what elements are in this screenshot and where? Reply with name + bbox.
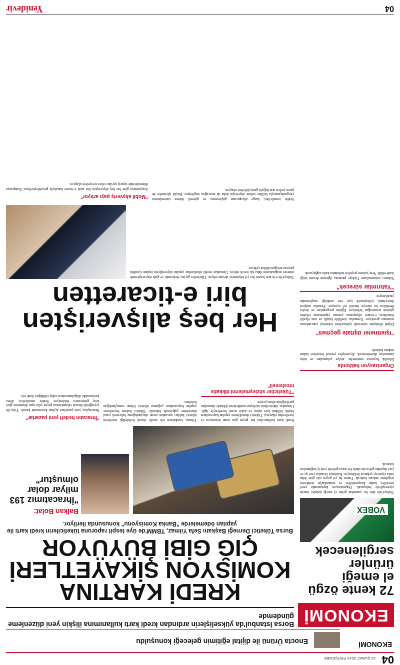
main-story	[6, 330, 294, 627]
left-lower-column	[300, 15, 394, 335]
credit-card-photo	[133, 426, 294, 514]
main-col-3-text: İhracatçılar, yeni pazarlara açılma konusunda kararlı. Yılın ilk çeyreğinde ihracat rakamlarının geçen yılın aynı dönemine göre artış göstermesi bekleniyor. Sektör temsilcileri, döviz kurlarındaki dalgalanmaların takip edildiğini ifade etti.	[6, 394, 100, 412]
lower-callout: "Mobil alışveriş payı artıyor"	[80, 193, 148, 199]
main-col-1-text: Kredi kartı kullanıcıları her geçen gün artan komisyon ve ücretlerden şikayetçi. Tüketici derneklerine yapılan başvuruların büyük bölümü kart aidatı ve nakit avans ücretleriyle ilgili. Uzmanlar, tüketicilerin sözleşme maddelerini dikkatle okumaları gerektiğinin altını çiziyor.	[200, 399, 294, 422]
lower-col-a	[152, 51, 294, 201]
lower-col-2-text: Sektör temsilcileri, kargo altyapısının güçlenmesi ve güvenli ödeme sistemlerinin yaygınlaşmasıyla birlikte online alışverişin daha da artacağını öngörüyor. Küçük işletmeler de pazar yerleri aracılığıyla geniş kitlelere ulaşıyor.	[152, 187, 294, 201]
quote-box	[6, 426, 78, 514]
section-banner	[298, 603, 394, 627]
interview-box	[6, 426, 129, 514]
page-number: 04	[381, 653, 394, 665]
quote-name: Balkan Bolat:	[33, 507, 79, 514]
left-sub-head: Organizasyon hakkında	[337, 362, 394, 368]
promo-strip[interactable]	[6, 629, 340, 650]
main-col-3	[6, 330, 99, 422]
divider	[300, 291, 394, 292]
issue-date: 15 ŞUBAT 2019 PERŞEMBE	[323, 656, 376, 662]
page-footer	[6, 4, 394, 15]
lower-columns	[6, 51, 294, 201]
main-headline[interactable]: KREDİ KARTINA KOMİSYON ŞİKAYETLERİ ÇIĞ GİBİ BÜYÜYOR	[9, 535, 291, 605]
promo-thumbnail	[314, 632, 340, 648]
lower-col-b	[6, 51, 148, 201]
left-lower-head-2: "Yatırımlar sürecek"	[336, 282, 394, 289]
fair-logo: VOBEX	[354, 504, 388, 515]
lower-photo-row	[6, 205, 294, 279]
left-lower-body-2: Yabancı yatırımcıların Türkiye pazarına ilgisinin devam ettiği ifade edildi. Yeni yatırım projeleri istihdama katkı sağlayacak.	[300, 271, 394, 280]
top-strip	[0, 653, 400, 665]
left-sub-body: Etkinlik boyunca seminerler, atölye çalışmaları ve ürün tanıtımları düzenlenecek. Ziyaretçiler yöresel lezzetleri tadma imkanı bulacak.	[300, 347, 394, 361]
callout-1: "Tüketiciler sözleşmelerini dikkatle incelemeli"	[210, 382, 294, 395]
portrait-photo	[81, 454, 129, 514]
left-body: Türkiye'nin dört bir yanından gelen el emeği ürünler fuarda ziyaretçilerle buluşacak. Organizasyon kapsamında yerel üreticiler, kadın kooperatifleri ve zanaatkarlar ürünlerini sergileme imkanı bulacak. Fuarın bu yıl geçen yıla göre daha fazla ziyaretçi çekmesi bekleniyor. Katılımcı firmalar yurt içi ve yurt dışından gelen alıcılarla bir araya gelerek yeni iş bağlantıları kuracak.	[300, 462, 394, 494]
main-kicker: Borsa İstanbul'da yükselişlerin ardından kredi kartı kullanımına ilişkin yeni düzenleme gündemde	[7, 612, 294, 627]
main-col-1	[201, 330, 294, 422]
promo-title: Enocta Ürünü ile dijital eğitimin geleceği konuşuldu	[136, 637, 308, 644]
kicker-rule	[6, 607, 294, 608]
fair-photo	[300, 498, 394, 542]
main-photo-row	[6, 426, 294, 514]
divider	[201, 396, 294, 397]
left-headline[interactable]: 72 kente özgü el emeği ürünler sergilenecek	[308, 544, 394, 598]
main-col-2-text: Yılmaz, bankaların tek taraflı olarak belirlediği ücretlerin tüketici hakları açısından sorun oluşturduğunu belirterek yasal düzenleme çağrısında bulundu. Tüketici hakem heyetlerine yapılan başvuruların çoğunun tüketici lehine sonuçlandığını hatırlattı.	[103, 399, 197, 422]
left-column	[300, 347, 394, 597]
left-lower-head: "İşletmeler dijitale geçmeli"	[315, 329, 394, 335]
footer-page-number: 04	[385, 4, 394, 14]
main-columns	[6, 330, 294, 422]
top-rule	[6, 652, 394, 653]
callout-2: "İhracatın hedefi yeni pazarlar"	[25, 414, 100, 420]
lower-headline[interactable]: Her beş alışverişten biri e-ticaretten	[22, 281, 278, 337]
left-lower-body: Dijital dönüşüm sürecinde işletmelerin teknoloji yatırımlarını artırması gerekiyor. Uzmanlar, özellikle küçük ve orta ölçekli firmaların e-ticaret altyapısına yatırım yapmasının rekabet gücünü artıracağını belirtiyor. Eğitim programları ve devlet destekleri bu süreçte önemli rol oynuyor. Firmalar müşteri deneyimini iyileştirmek için veri analitiği araçlarından yararlanıyor.	[300, 294, 394, 326]
main-col-2	[103, 330, 196, 422]
lower-col-3-text: Araştırmaya göre her beş alışverişten biri artık e-ticaret kanalıyla gerçekleştiriliyor. Kampanya dönemlerinde sipariş sayıları rekor seviyelere ulaşıyor.	[6, 182, 148, 191]
section-name: EKONOMİ	[303, 606, 389, 625]
newspaper-brand[interactable]: Yenidevir	[6, 4, 43, 14]
section-tag: EKONOMİ	[358, 640, 392, 647]
ecommerce-photo	[6, 205, 126, 279]
lower-story	[6, 51, 294, 335]
quote-text[interactable]: "İhracatımız 193 milyar dolar olmuştur"	[9, 475, 79, 505]
lower-col-1-text: Türkiye'de e-ticaret hacmi her yıl büyümeye devam ediyor. Tüketiciler giyim, elektronik ve gıda alışverişlerinde internet mağazalarını daha sık tercih ediyor. Uzmanlar, mobil cihazlardan yapılan alışverişlerin toplam içindeki payının arttığına dikkat çekiyor.	[130, 265, 294, 279]
main-deck: Bursa Tüketici Derneği Başkanı Sefa Yılmaz, TBMM'de üye tespit raporuna tüketicilerin kredi kartı ile yapılan ödemelerde "Banka Komisyonu" konusunda ilerliyor.	[6, 520, 294, 533]
left-sub-box	[300, 347, 394, 371]
